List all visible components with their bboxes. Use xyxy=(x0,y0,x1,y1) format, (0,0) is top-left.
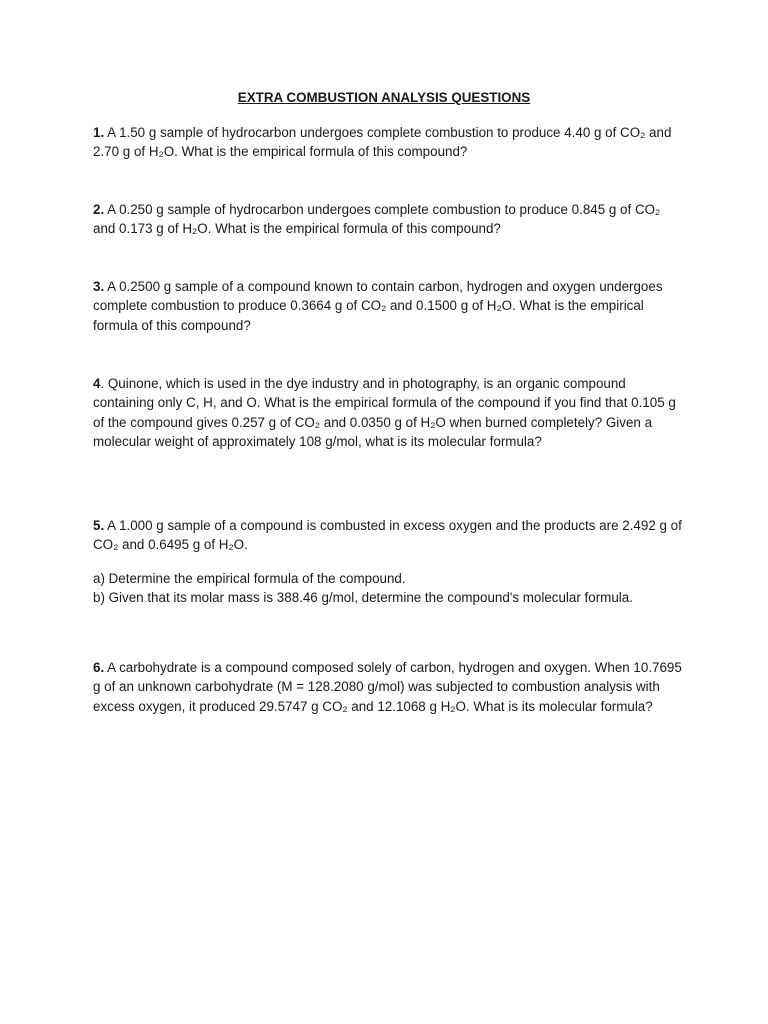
question-number: 3. xyxy=(93,279,105,294)
question-2 xyxy=(93,200,683,239)
question-5-part-a: a) Determine the empirical formula of the compound. xyxy=(93,570,406,586)
question-number: 6. xyxy=(93,660,105,675)
question-5 xyxy=(93,516,683,607)
question-body: . Quinone, which is used in the dye industry and in photography, is an organic compound containing only C, H, and O. What is the empirical formula of the compound if you find that 0.105 g of the compound gives 0.257 g of CO₂ and 0.0350 g of H₂O when burned completely? Given a molecular weight of approximately 108 g/mol, what is its molecular formula? xyxy=(93,376,676,449)
question-number: 1. xyxy=(93,125,105,140)
document-title: EXTRA COMBUSTION ANALYSIS QUESTIONS xyxy=(237,90,531,105)
question-1-text xyxy=(93,123,683,162)
question-6 xyxy=(93,658,683,716)
question-4-text xyxy=(93,374,683,451)
question-number: 4 xyxy=(93,376,101,391)
question-number: 5. xyxy=(93,518,105,533)
question-body: A 1.50 g sample of hydrocarbon undergoes complete combustion to produce 4.40 g of CO₂ and 2.70 g of H₂O. What is the empirical formula of this compound? xyxy=(93,125,672,160)
question-body: A carbohydrate is a compound composed solely of carbon, hydrogen and oxygen. When 10.7695 g of an unknown carbohydrate (M = 128.2080 g/mol) was subjected to combustion analysis with excess oxygen, it produced 29.5747 g CO₂ and 12.1068 g H₂O. What is its molecular formula? xyxy=(93,660,682,714)
question-body: A 0.2500 g sample of a compound known to contain carbon, hydrogen and oxygen undergoes complete combustion to produce 0.3664 g of CO₂ and 0.1500 g of H₂O. What is the empirical formula of this compound? xyxy=(93,279,663,333)
question-5-part-b: b) Given that its molar mass is 388.46 g/mol, determine the compound's molecular formula. xyxy=(93,589,633,605)
question-body: A 1.000 g sample of a compound is combusted in excess oxygen and the products are 2.492 g of CO₂ and 0.6495 g of H₂O. xyxy=(93,518,682,553)
question-3-text xyxy=(93,277,683,335)
question-2-text xyxy=(93,200,683,239)
question-body: A 0.250 g sample of hydrocarbon undergoes complete combustion to produce 0.845 g of CO₂ and 0.173 g of H₂O. What is the empirical formula of this compound? xyxy=(93,202,661,237)
question-6-text xyxy=(93,658,683,716)
question-5-text xyxy=(93,516,683,555)
question-3 xyxy=(93,277,683,335)
question-number: 2. xyxy=(93,202,105,217)
question-4 xyxy=(93,374,683,451)
question-1 xyxy=(93,123,683,162)
